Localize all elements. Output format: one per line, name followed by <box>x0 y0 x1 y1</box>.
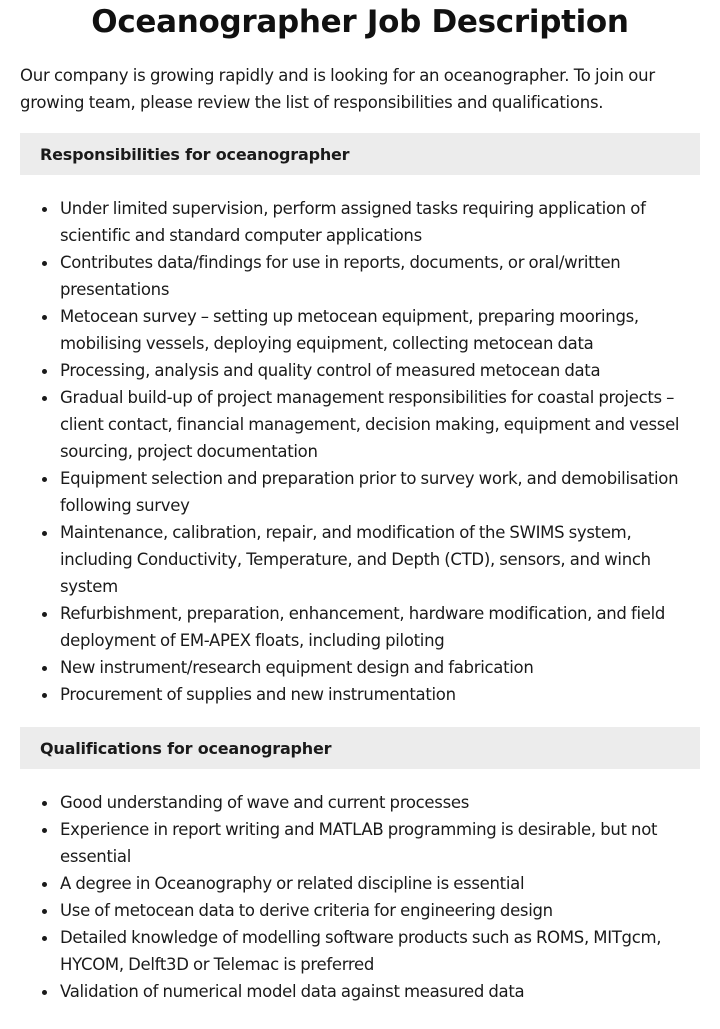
list-item-text: Maintenance, calibration, repair, and modification of the SWIMS system, including Conductivity, Temperature, and Depth (CTD), sensors, and winch system <box>60 523 651 596</box>
qualifications-heading: Qualifications for oceanographer <box>40 738 332 758</box>
list-item-text: Use of metocean data to derive criteria for engineering design <box>60 901 553 920</box>
list-item <box>20 897 700 924</box>
bullet-icon <box>42 369 47 374</box>
list-item-text: Metocean survey – setting up metocean equipment, preparing moorings, mobilising vessels, deploying equipment, collecting metocean data <box>60 307 639 353</box>
list-item-text: Procurement of supplies and new instrumentation <box>60 685 456 704</box>
bullet-icon <box>42 936 47 941</box>
list-item <box>20 924 700 978</box>
bullet-icon <box>42 315 47 320</box>
page-title: Oceanographer Job Description <box>91 4 629 40</box>
bullet-icon <box>42 261 47 266</box>
intro-paragraph: Our company is growing rapidly and is looking for an oceanographer. To join our growing team, please review the list of responsibilities and qualifications. <box>20 66 655 112</box>
list-item-text: Gradual build-up of project management responsibilities for coastal projects – client contact, financial management, decision making, equipment and vessel sourcing, project documentation <box>60 388 680 461</box>
list-item <box>20 357 700 384</box>
list-item-text: Under limited supervision, perform assigned tasks requiring application of scientific and standard computer applications <box>60 199 646 245</box>
bullet-icon <box>42 828 47 833</box>
list-item <box>20 681 700 708</box>
qualifications-section-header <box>20 727 700 769</box>
responsibilities-heading: Responsibilities for oceanographer <box>40 144 350 164</box>
list-item-text: Good understanding of wave and current processes <box>60 793 470 812</box>
qualifications-list <box>20 789 700 1005</box>
list-item <box>20 195 700 249</box>
list-item-text: Processing, analysis and quality control of measured metocean data <box>60 361 601 380</box>
bullet-icon <box>42 882 47 887</box>
list-item <box>20 789 700 816</box>
bullet-icon <box>42 396 47 401</box>
bullet-icon <box>42 477 47 482</box>
bullet-icon <box>42 909 47 914</box>
bullet-icon <box>42 531 47 536</box>
list-item-text: Validation of numerical model data against measured data <box>60 982 525 1001</box>
list-item-text: Refurbishment, preparation, enhancement, hardware modification, and field deployment of EM-APEX floats, including piloting <box>60 604 666 650</box>
bullet-icon <box>42 666 47 671</box>
bullet-icon <box>42 801 47 806</box>
list-item <box>20 978 700 1005</box>
list-item <box>20 249 700 303</box>
list-item-text: A degree in Oceanography or related discipline is essential <box>60 874 525 893</box>
list-item <box>20 465 700 519</box>
list-item-text: Equipment selection and preparation prior to survey work, and demobilisation following survey <box>60 469 679 515</box>
bullet-icon <box>42 207 47 212</box>
list-item-text: New instrument/research equipment design and fabrication <box>60 658 534 677</box>
responsibilities-list <box>20 195 700 708</box>
list-item-text: Contributes data/findings for use in reports, documents, or oral/written presentations <box>60 253 621 299</box>
list-item <box>20 519 700 600</box>
bullet-icon <box>42 990 47 995</box>
list-item-text: Detailed knowledge of modelling software products such as ROMS, MITgcm, HYCOM, Delft3D or Telemac is preferred <box>60 928 662 974</box>
list-item-text: Experience in report writing and MATLAB programming is desirable, but not essential <box>60 820 658 866</box>
list-item <box>20 870 700 897</box>
responsibilities-section-header <box>20 133 700 175</box>
list-item <box>20 303 700 357</box>
bullet-icon <box>42 693 47 698</box>
list-item <box>20 384 700 465</box>
list-item <box>20 654 700 681</box>
bullet-icon <box>42 612 47 617</box>
list-item <box>20 600 700 654</box>
list-item <box>20 816 700 870</box>
